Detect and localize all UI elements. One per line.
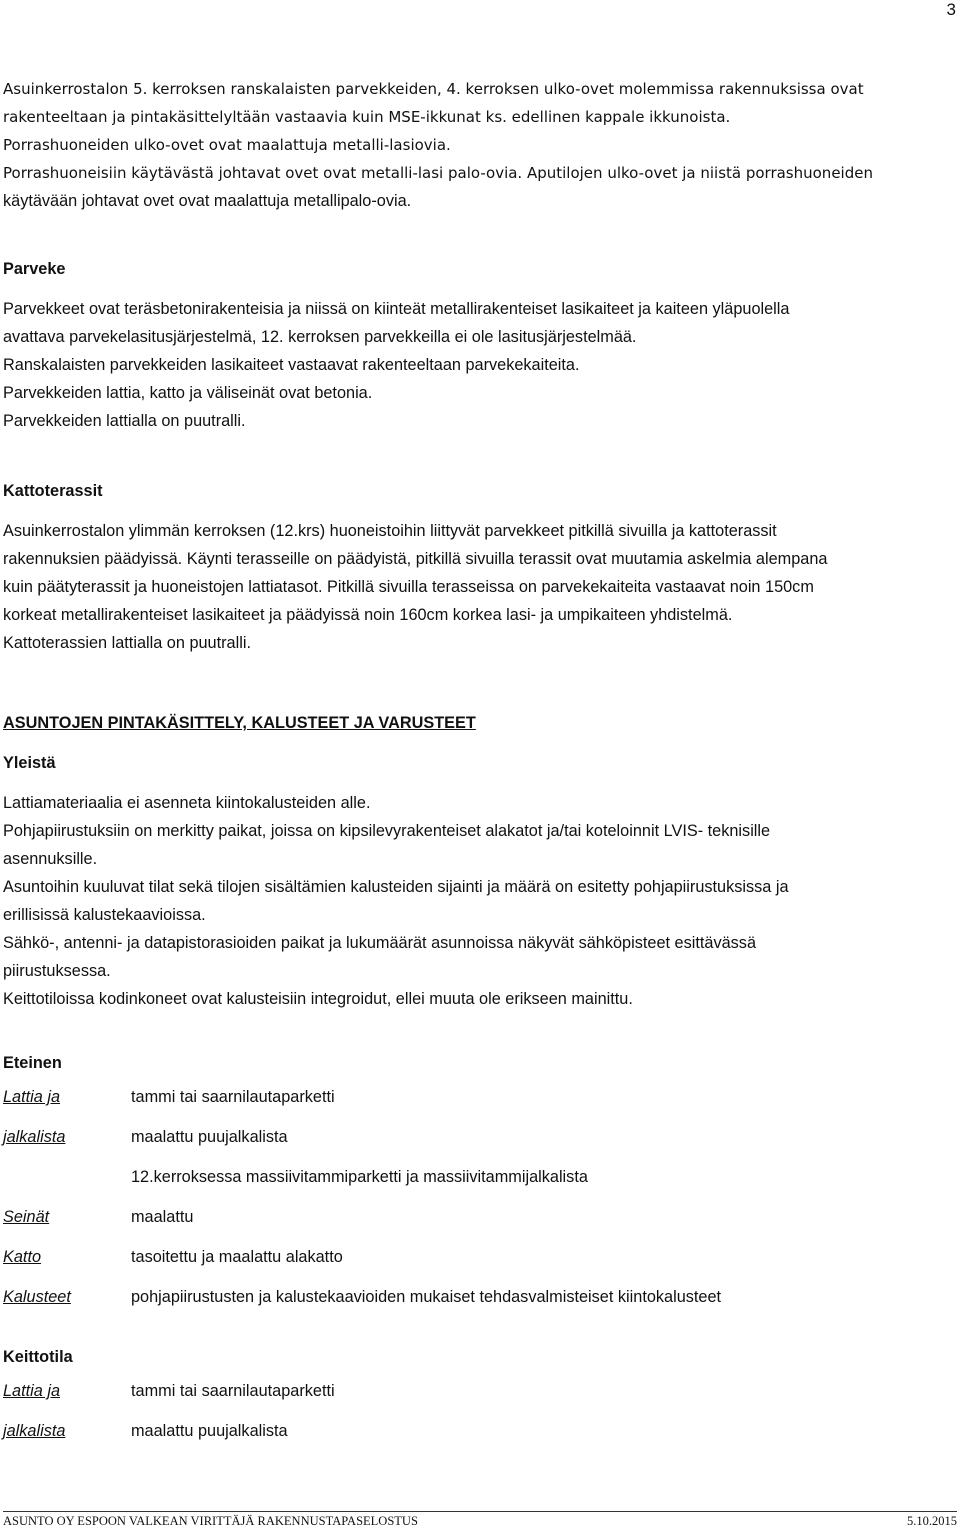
spec-row [3, 1157, 953, 1197]
spec-value: maalattu puujalkalista [131, 1128, 288, 1146]
text-line: avattava parvekelasitusjärjestelmä, 12. kerroksen parvekkeilla ei ole lasitusjärjestelmää. [3, 328, 637, 346]
text-line: Asuinkerrostalon 5. kerroksen ranskalaisten parvekkeiden, 4. kerroksen ulko-ovet molemmissa rakennuksissa ovat [3, 80, 864, 98]
spec-value: tammi tai saarnilautaparketti [131, 1088, 335, 1106]
spec-row [3, 1237, 953, 1277]
section-keittotila [3, 1343, 953, 1451]
spec-label [3, 1157, 131, 1197]
intro-paragraph [3, 75, 953, 215]
page-number: 3 [946, 0, 956, 19]
spec-value: tammi tai saarnilautaparketti [131, 1382, 335, 1400]
spec-row [3, 1277, 953, 1317]
text-line: Kattoterassien lattialla on puutralli. [3, 634, 251, 652]
spec-label: Kalusteet [3, 1288, 71, 1306]
spec-label: jalkalista [3, 1422, 66, 1440]
text-line: asennuksille. [3, 850, 98, 868]
main-heading: ASUNTOJEN PINTAKÄSITTELY, KALUSTEET JA VARUSTEET [3, 714, 476, 732]
footer-date: 5.10.2015 [907, 1514, 957, 1528]
section-heading: Parveke [3, 260, 66, 278]
spec-value: tasoitettu ja maalattu alakatto [131, 1248, 343, 1266]
spec-value: maalattu [131, 1208, 194, 1226]
section-eteinen [3, 1049, 953, 1317]
section-heading: Yleistä [3, 754, 56, 772]
spec-label: jalkalista [3, 1128, 66, 1146]
section-heading: Eteinen [3, 1054, 62, 1072]
spec-row [3, 1411, 953, 1451]
text-line: erillisissä kalustekaavioissa. [3, 906, 206, 924]
text-line: Sähkö-, antenni- ja datapistorasioiden paikat ja lukumäärät asunnoissa näkyvät sähköpisteet esittävässä [3, 934, 756, 952]
spec-value: pohjapiirustusten ja kalustekaavioiden mukaiset tehdasvalmisteiset kiintokalusteet [131, 1288, 722, 1306]
text-line: Pohjapiirustuksiin on merkitty paikat, joissa on kipsilevyrakenteiset alakatot ja/tai koteloinnit LVIS- teknisille [3, 822, 771, 840]
text-line: Lattiamateriaalia ei asenneta kiintokalusteiden alle. [3, 794, 371, 812]
text-line: piirustuksessa. [3, 962, 111, 980]
spec-label: Katto [3, 1248, 42, 1266]
spec-label: Seinät [3, 1208, 50, 1226]
text-line: Ranskalaisten parvekkeiden lasikaiteet vastaavat rakenteeltaan parvekekaiteita. [3, 356, 580, 374]
text-line: rakenteeltaan ja pintakäsittelyltään vastaavia kuin MSE-ikkunat ks. edellinen kappale ikkunoista. [3, 108, 731, 126]
spec-label: Lattia ja [3, 1088, 61, 1106]
spec-value: maalattu puujalkalista [131, 1422, 288, 1440]
text-line: Porrashuoneiden ulko-ovet ovat maalattuja metalli-lasiovia. [3, 136, 451, 154]
text-line: Keittotiloissa kodinkoneet ovat kalusteisiin integroidut, ellei muuta ole erikseen mainittu. [3, 990, 633, 1008]
text-line: Parvekkeet ovat teräsbetonirakenteisia ja niissä on kiinteät metallirakenteiset lasikaiteet ja kaiteen yläpuolella [3, 300, 790, 318]
text-line: Porrashuoneisiin käytävästä johtavat ovet ovat metalli-lasi palo-ovia. Aputilojen ulko-ovet ja niistä porrashuoneiden [3, 164, 873, 182]
spec-row [3, 1117, 953, 1157]
section-parveke [3, 255, 953, 435]
section-heading: Kattoterassit [3, 482, 103, 500]
text-line: Parvekkeiden lattialla on puutralli. [3, 412, 246, 430]
page-footer [3, 1511, 957, 1529]
spec-row [3, 1197, 953, 1237]
text-line: Asuntoihin kuuluvat tilat sekä tilojen sisältämien kalusteiden sijainti ja määrä on esitetty pohjapiirustuksissa ja [3, 878, 789, 896]
section-kattoterassit [3, 477, 953, 657]
text-line: kuin päätyterassit ja huoneistojen lattiatasot. Pitkillä sivuilla terasseissa on parvekekaiteita vastaavat noin 150cm [3, 578, 814, 596]
text-line: korkeat metallirakenteiset lasikaiteet ja päädyissä noin 160cm korkea lasi- ja umpikaiteen yhdistelmä. [3, 606, 733, 624]
text-line: Asuinkerrostalon ylimmän kerroksen (12.krs) huoneistoihin liittyvät parvekkeet pitkillä sivuilla ja kattoterassit [3, 522, 777, 540]
section-yleista [3, 749, 953, 1013]
text-line: rakennuksien päädyissä. Käynti terasseille on päädyistä, pitkillä sivuilla terassit ovat muutamia askelmia alempana [3, 550, 828, 568]
spec-row [3, 1371, 953, 1411]
footer-title: ASUNTO OY ESPOON VALKEAN VIRITTÄJÄ RAKENNUSTAPASELOSTUS [3, 1514, 418, 1528]
text-line: Parvekkeiden lattia, katto ja väliseinät ovat betonia. [3, 384, 373, 402]
section-heading: Keittotila [3, 1348, 73, 1366]
spec-label: Lattia ja [3, 1382, 61, 1400]
spec-row [3, 1077, 953, 1117]
spec-value: 12.kerroksessa massiivitammiparketti ja massiivitammijalkalista [131, 1168, 588, 1186]
page-content [3, 75, 953, 1451]
text-line: käytävään johtavat ovet ovat maalattuja metallipalo-ovia. [3, 192, 412, 210]
